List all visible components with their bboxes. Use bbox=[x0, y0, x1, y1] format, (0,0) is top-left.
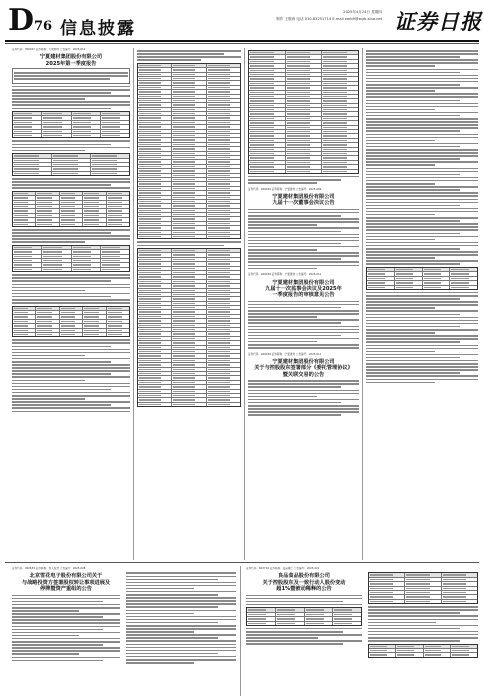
body-text bbox=[246, 595, 362, 606]
masthead-rule bbox=[5, 40, 479, 42]
body-text bbox=[126, 572, 236, 663]
title-line: 宁夏建材集团股份有限公司 bbox=[39, 54, 103, 61]
column-divider bbox=[240, 566, 241, 696]
shareholding-table bbox=[368, 572, 478, 604]
contact-info: 制作 王敬涛 电话 010-83251714 E-mail zqrb9@zqrb.sina.net bbox=[276, 17, 382, 21]
body-text bbox=[368, 606, 478, 642]
body-text bbox=[137, 50, 241, 61]
announcement-code: 证券代码：600449 证券简称：宁夏建材 公告编号：2025-011 bbox=[248, 352, 322, 356]
title-line: 九届十一次董事会决议公告 bbox=[272, 200, 335, 207]
body-text bbox=[12, 229, 130, 243]
title-line: 宁夏建材集团股份有限公司 bbox=[272, 359, 335, 366]
column-4 bbox=[366, 48, 478, 560]
bottom-section-rule bbox=[5, 562, 479, 563]
body-text bbox=[246, 628, 362, 645]
body-text bbox=[12, 178, 130, 189]
body-text bbox=[12, 595, 120, 661]
announcement-title bbox=[12, 54, 130, 67]
column-3 bbox=[248, 48, 359, 560]
data-table bbox=[12, 111, 130, 138]
title-line: 宁夏建材集团股份有限公司 bbox=[272, 194, 335, 201]
announcement-title bbox=[248, 194, 359, 207]
body-text bbox=[12, 339, 130, 412]
announcement-title bbox=[246, 573, 362, 592]
bottom-right-notice bbox=[246, 567, 478, 695]
body-text bbox=[366, 292, 478, 383]
section-title: 信息披露 bbox=[60, 19, 136, 39]
data-table bbox=[12, 245, 130, 272]
announcement-code: 证券代码：300047 证券简称：天源迪科 公告编号：2025-012 bbox=[12, 48, 86, 51]
title-line: 北京雪花电子股份有限公司关于 bbox=[29, 573, 103, 580]
masthead-rule-thin bbox=[5, 43, 479, 44]
title-line: 关于控股股东及一致行动人股份变动 bbox=[262, 579, 346, 586]
bottom-left-notice bbox=[12, 567, 236, 695]
disclaimer-box bbox=[12, 68, 130, 84]
announcement-title bbox=[248, 280, 359, 299]
column-1 bbox=[12, 48, 130, 560]
balance-sheet-table bbox=[137, 63, 241, 240]
announcement-title bbox=[248, 359, 359, 378]
title-line: 暨关联交易的公告 bbox=[282, 371, 325, 378]
data-table bbox=[12, 191, 130, 227]
income-statement-table bbox=[137, 248, 241, 407]
announcement-title bbox=[12, 573, 120, 592]
shareholding-table bbox=[246, 607, 362, 626]
body-text bbox=[248, 176, 359, 184]
body-text bbox=[12, 86, 130, 109]
body-text bbox=[12, 140, 130, 151]
title-line: 2025年第一季度报告 bbox=[45, 60, 97, 67]
announcement-code: 证券代码：002639 证券简称：雪人股份 公告编号：2025-028 bbox=[12, 567, 86, 570]
data-table bbox=[12, 153, 130, 176]
column-divider bbox=[133, 48, 134, 560]
announcement-code: 证券代码：600449 证券简称：宁夏建材 公告编号：2025-009 bbox=[248, 187, 322, 191]
body-text bbox=[12, 274, 130, 303]
issue-date: 2025年4月24日 星期四 bbox=[343, 10, 382, 14]
announcement-code: 证券代码：603719 证券简称：良品铺子 公告编号：2025-021 bbox=[246, 567, 320, 570]
title-line: 一季度报告的审核意见公告 bbox=[272, 292, 335, 299]
body-text bbox=[366, 50, 478, 265]
page-number: 76 bbox=[34, 19, 53, 34]
data-table bbox=[366, 267, 478, 290]
title-line: 停牌暨资产重组的公告 bbox=[40, 586, 92, 593]
announcement-code: 证券代码：600449 证券简称：宁夏建材 公告编号：2025-010 bbox=[248, 273, 322, 277]
cash-flow-table bbox=[248, 50, 359, 174]
column-divider bbox=[244, 48, 245, 560]
title-line: 九届十一次监事会决议及2025年 bbox=[265, 285, 342, 292]
body-text bbox=[248, 301, 359, 349]
column-2 bbox=[137, 48, 241, 560]
title-line: 良品食品股份有限公司 bbox=[278, 573, 330, 580]
masthead bbox=[0, 0, 484, 44]
page-letter: D bbox=[8, 3, 35, 38]
data-table bbox=[12, 306, 130, 338]
column-divider bbox=[362, 48, 363, 560]
body-text bbox=[248, 380, 359, 416]
newspaper-logo: 证券日报 bbox=[394, 9, 482, 34]
data-table bbox=[368, 644, 478, 658]
title-line: 关于与控股股东签署部分《委托管理协议》 bbox=[254, 365, 353, 372]
title-line: 宁夏建材集团股份有限公司 bbox=[272, 279, 335, 286]
title-line: 与战略投资方签署股权转让事项进展及 bbox=[21, 579, 111, 586]
title-line: 超1%暨被动稀释的公告 bbox=[276, 586, 332, 593]
body-text bbox=[137, 241, 241, 246]
body-text bbox=[248, 209, 359, 269]
